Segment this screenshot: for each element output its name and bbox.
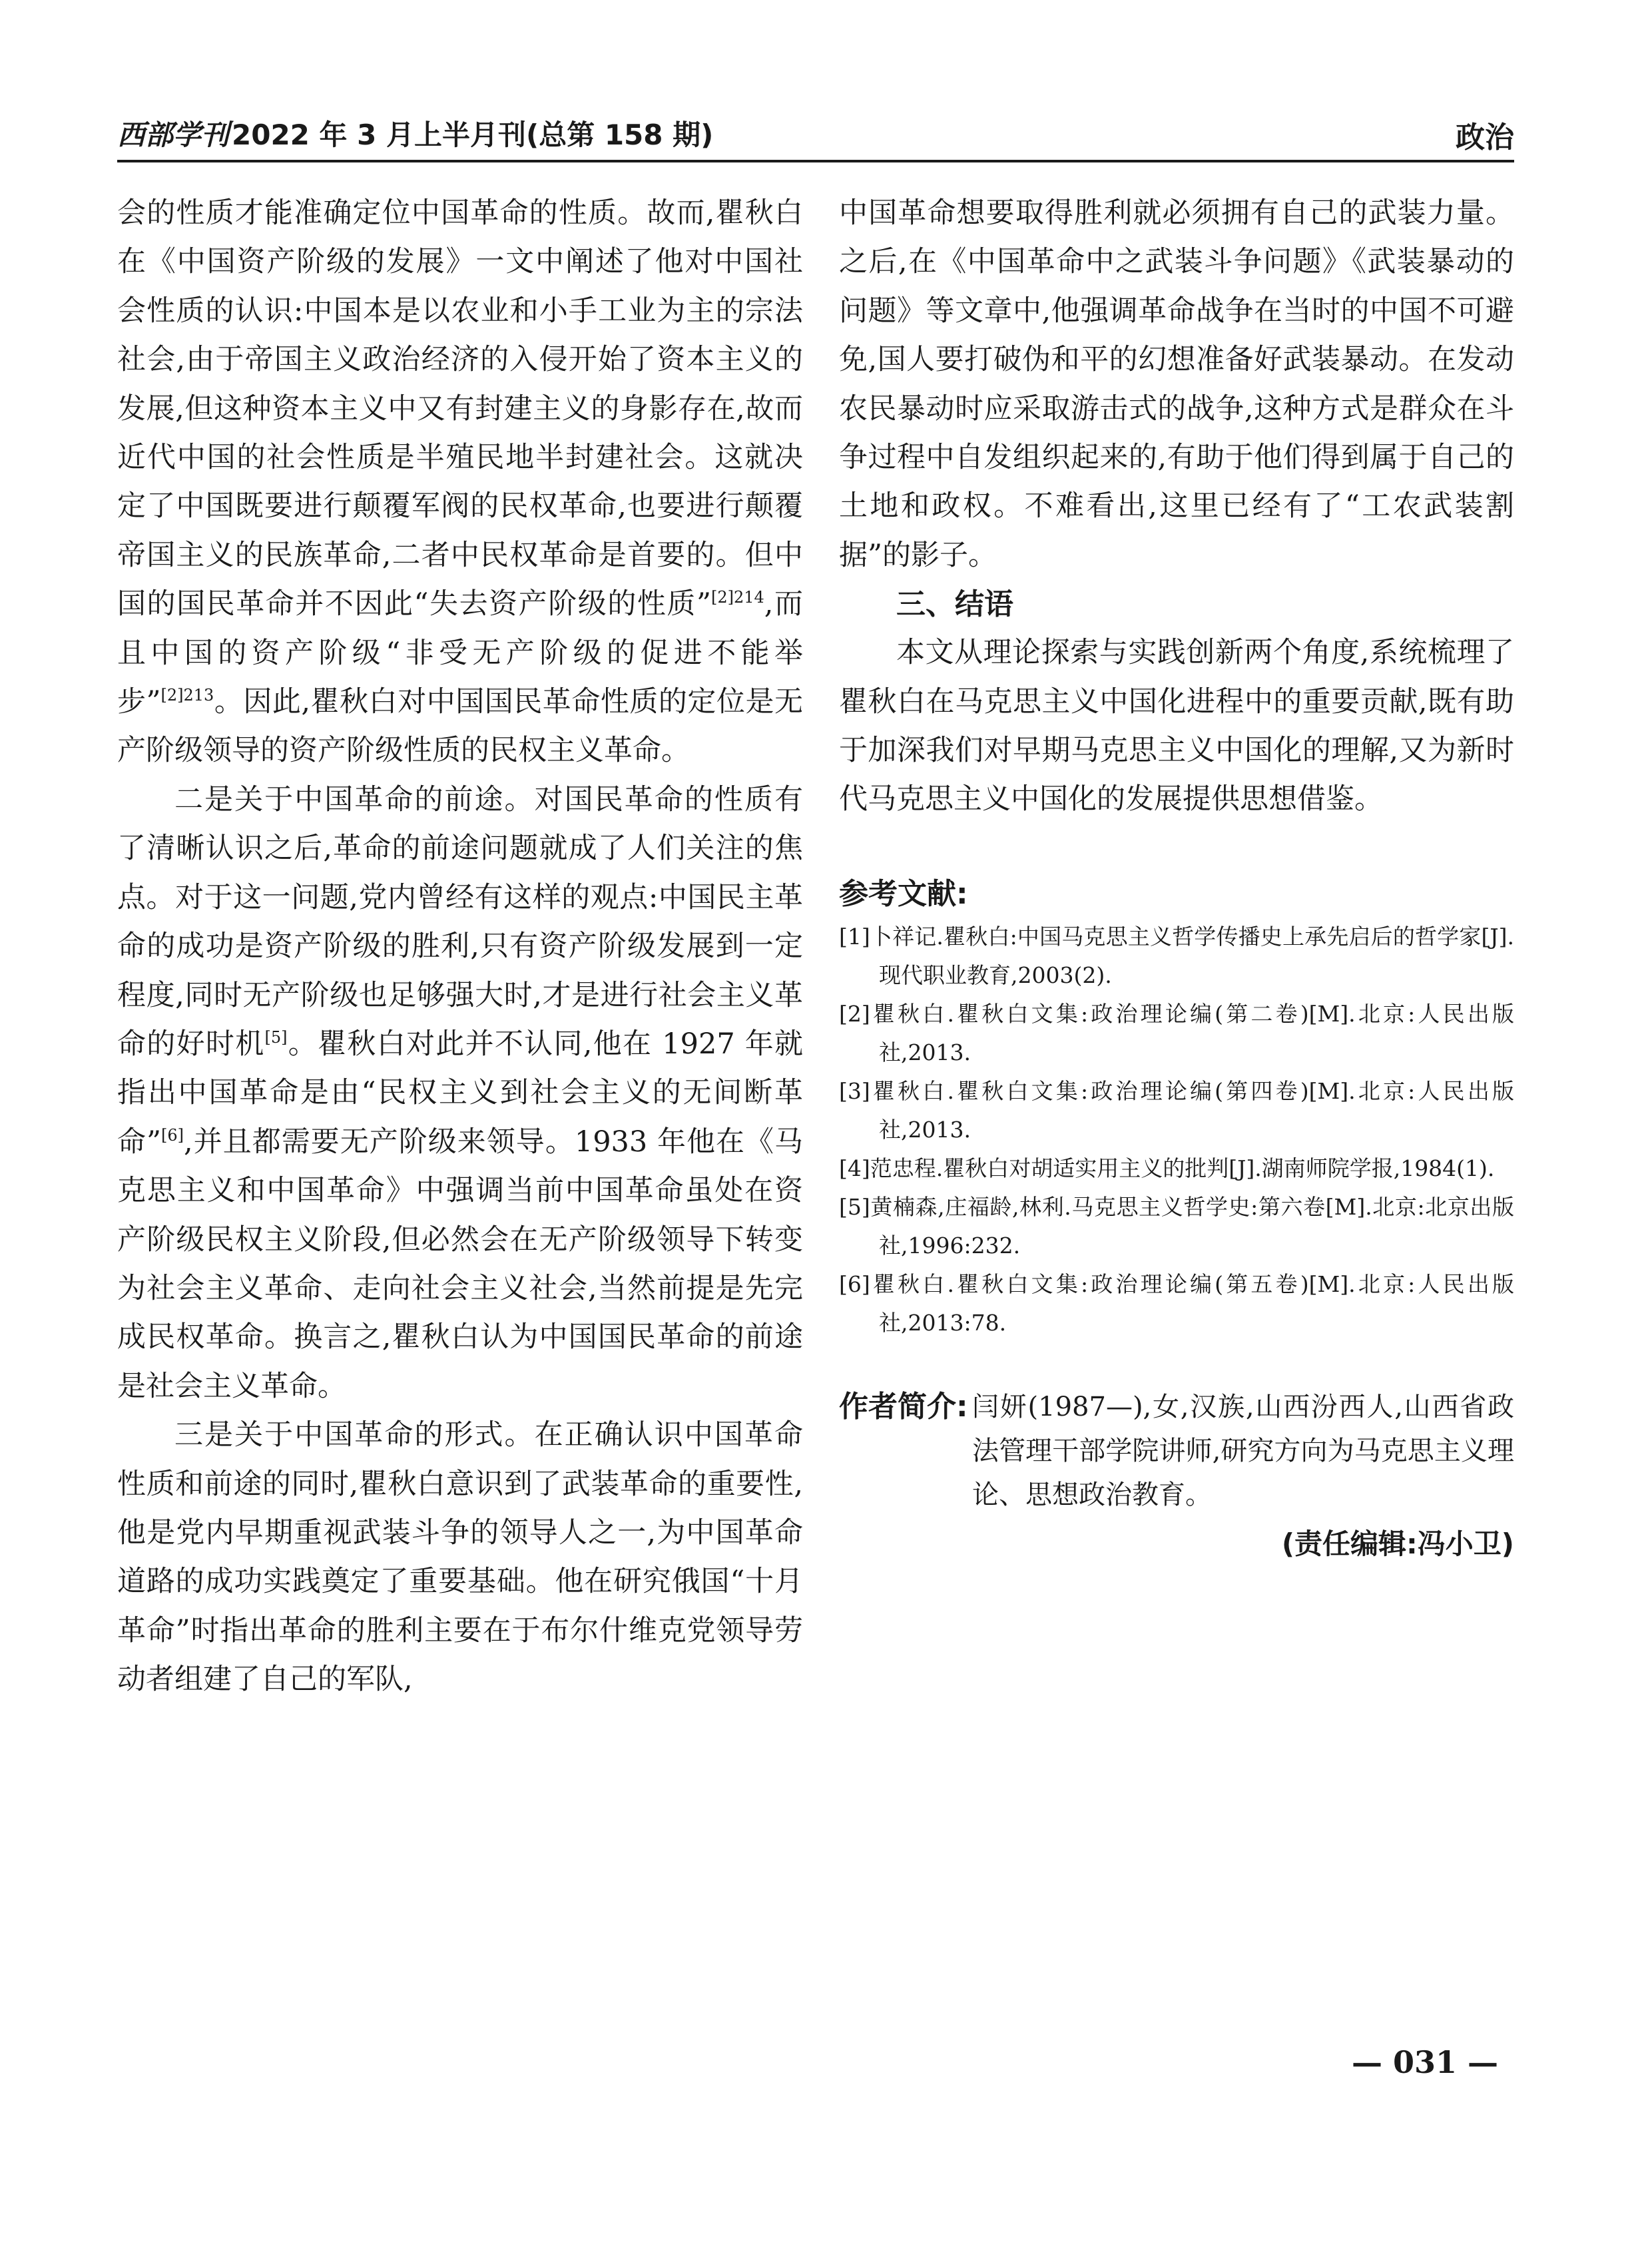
right-column	[839, 189, 1514, 1566]
paragraph-text: 。瞿秋白对此并不认同,他在 1927 年就指出中国革命是由“民权主义到社会主义的无间断革命”	[117, 1027, 804, 1159]
reference-item: [4]范忠程.瞿秋白对胡适实用主义的批判[J].湖南师院学报,1984(1).	[839, 1155, 1495, 1181]
paragraph-text: 会的性质才能准确定位中国革命的性质。故而,瞿秋白在《中国资产阶级的发展》一文中阐述了他对中国社会性质的认识:中国本是以农业和小手工业为主的宗法社会,由于帝国主义政治经济的入侵开始了资本主义的发展,但这种资本主义中又有封建主义的身影存在,故而近代中国的社会性质是半殖民地半封建社会。这就决定了中国既要进行颠覆军阀的民权革命,也要进行颠覆帝国主义的民族革命,二者中民权革命是首要的。但中国的国民革命并不因此“失去资产阶级的性质”	[117, 196, 803, 621]
journal-header	[117, 113, 713, 153]
page-header	[117, 113, 1514, 162]
page-number: — 031 —	[1352, 2044, 1499, 2080]
reference-item: [6]瞿秋白.瞿秋白文集:政治理论编(第五卷)[M].北京:人民出版社,2013:78.	[839, 1270, 1514, 1336]
section-label: 政治	[1456, 121, 1514, 154]
paragraph-text: 二是关于中国革命的前途。对国民革命的性质有了清晰认识之后,革命的前途问题就成了人们关注的焦点。对于这一问题,党内曾经有这样的观点:中国民主革命的成功是资产阶级的胜利,只有资产阶级发展到一定程度,同时无产阶级也足够强大时,才是进行社会主义革命的好时机	[117, 782, 803, 1061]
author-bio	[839, 1385, 1514, 1517]
paragraph	[117, 189, 803, 776]
paragraph-text: 。因此,瞿秋白对中国国民革命性质的定位是无产阶级领导的资产阶级性质的民权主义革命。	[117, 685, 804, 768]
left-column	[117, 189, 803, 1705]
paragraph: 中国革命想要取得胜利就必须拥有自己的武装力量。之后,在《中国革命中之武装斗争问题》《武装暴动的问题》等文章中,他强调革命战争在当时的中国不可避免,国人要打破伪和平的幻想准备好武装暴动。在发动农民暴动时应采取游击式的战争,这种方式是群众在斗争过程中自发组织起来的,有助于他们得到属于自己的土地和政权。不难看出,这里已经有了“工农武装割据”的影子。	[839, 196, 1514, 572]
reference-list	[839, 918, 1514, 1342]
paragraph	[117, 776, 803, 1411]
paragraph-text: ,而且中国的资产阶级“非受无产阶级的促进不能举步”	[117, 587, 803, 719]
reference-item: [5]黄楠森,庄福龄,林利.马克思主义哲学史:第六卷[M].北京:北京出版社,1996:232.	[839, 1193, 1514, 1259]
paragraph-text: ,并且都需要无产阶级来领导。1933 年他在《马克思主义和中国革命》中强调当前中国革命虽处在资产阶级民权主义阶段,但必然会在无产阶级领导下转变为社会主义革命、走向社会主义社会,当然前提是先完成民权革命。换言之,瞿秋白认为中国国民革命的前途是社会主义革命。	[117, 1125, 803, 1403]
reference-item: [3]瞿秋白.瞿秋白文集:政治理论编(第四卷)[M].北京:人民出版社,2013.	[839, 1077, 1514, 1143]
author-label: 作者简介:	[839, 1389, 968, 1424]
citation: [2]213	[160, 686, 214, 705]
section-heading: 三、结语	[896, 587, 1013, 622]
issue-info: 2022 年 3 月上半月刊(总第 158 期)	[232, 119, 714, 151]
references-title: 参考文献:	[839, 876, 968, 911]
reference-item: [2]瞿秋白.瞿秋白文集:政治理论编(第二卷)[M].北京:人民出版社,2013.	[839, 1000, 1514, 1065]
citation: [6]	[161, 1125, 184, 1145]
editor-note: (责任编辑:冯小卫)	[1281, 1527, 1514, 1560]
journal-logo: 西部学刊	[117, 119, 230, 151]
citation: [2]214	[710, 588, 764, 607]
citation: [5]	[264, 1027, 288, 1047]
paragraph: 三是关于中国革命的形式。在正确认识中国革命性质和前途的同时,瞿秋白意识到了武装革命的重要性,他是党内早期重视武装斗争的领导人之一,为中国革命道路的成功实践奠定了重要基础。他在研究俄国“十月革命”时指出革命的胜利主要在于布尔什维克党领导劳动者组建了自己的军队,	[117, 1418, 803, 1697]
paragraph: 本文从理论探索与实践创新两个角度,系统梳理了瞿秋白在马克思主义中国化进程中的重要贡献,既有助于加深我们对早期马克思主义中国化的理解,又为新时代马克思主义中国化的发展提供思想借鉴。	[839, 636, 1514, 816]
reference-item: [1]卜祥记.瞿秋白:中国马克思主义哲学传播史上承先启后的哲学家[J].现代职业教育,2003(2).	[839, 923, 1514, 988]
author-text: 闫妍(1987—),女,汉族,山西汾西人,山西省政法管理干部学院讲师,研究方向为马克思主义理论、思想政治教育。	[972, 1391, 1514, 1510]
